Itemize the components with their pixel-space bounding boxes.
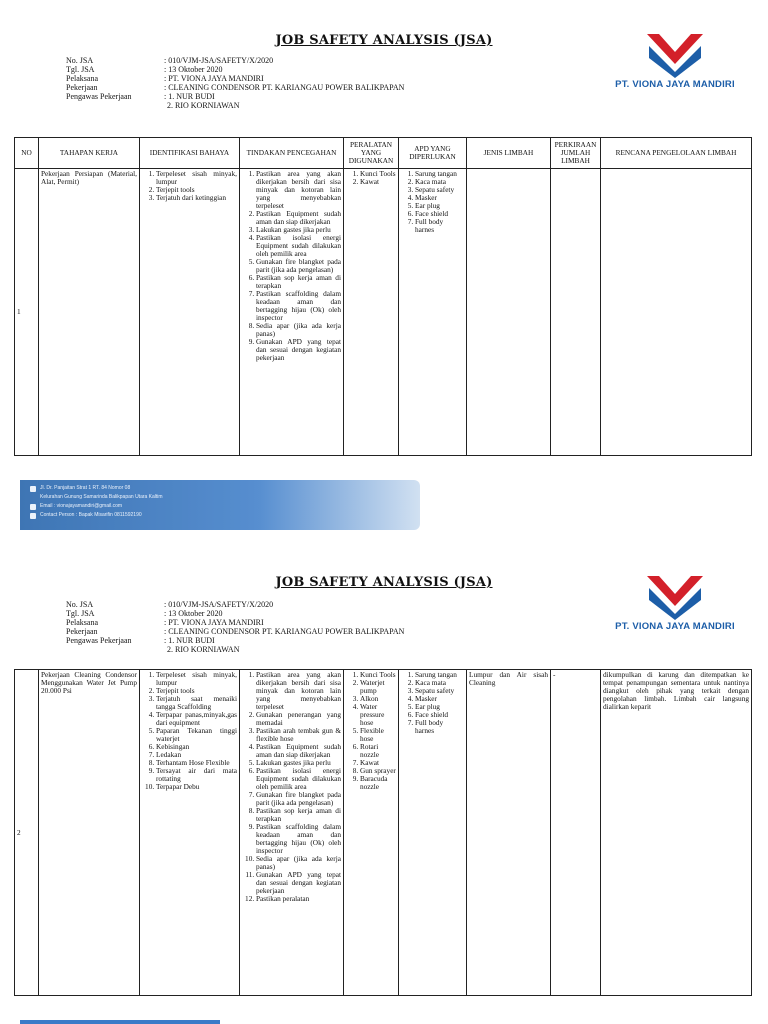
rencana-limbah-cell [601,169,752,456]
list-item: 4. Pastikan Equipment sudah aman dan siap dikerjakan [256,743,341,759]
list-item: 3. Alkon [360,695,396,703]
list-item: 5. Lakukan gastes jika perlu [256,759,341,767]
list-item: 7. Pastikan scaffolding dalam keadaan aman dan bertagging hijau (Ok) oleh inspector [256,290,341,322]
list-item: 6. Rotari nozzle [360,743,396,759]
pencegahan-cell [240,670,344,996]
jsa-meta [66,600,404,654]
list-item: 4. Pastikan isolasi energi Equipment sudah dilakukan oleh pemilik area [256,234,341,258]
list-item: 3. Terjatuh dari ketinggian [156,194,237,202]
list-item: 5. Ear plug [415,202,464,210]
list-item: 2. Gunakan penerangan yang memadai [256,711,341,727]
list-item: 6. Face shield [415,711,464,719]
list-item: 3. Lakukan gastes jika perlu [256,226,341,234]
jsa-meta [66,56,404,110]
list-item: 8. Terhantam Hose Flexible [156,759,237,767]
mail-icon [30,504,36,510]
table-header-row [15,138,752,169]
list-item: 3. Sepatu safety [415,186,464,194]
jenis-limbah-cell: Lumpur dan Air sisah Cleaning [467,670,551,996]
list-item: 6. Kebisingan [156,743,237,751]
company-logo [610,574,740,632]
jumlah-limbah-cell [551,169,601,456]
list-item: 7. Full body harnes [415,719,464,735]
list-item: 7. Kawat [360,759,396,767]
list-item: 9. Gunakan APD yang tepat dan sesuai dengan kegiatan pekerjaan [256,338,341,362]
col-header: PERKIRAAN JUMLAH LIMBAH [551,138,601,169]
list-item: 2. Terjepit tools [156,687,237,695]
list-item: 8. Sedia apar (jika ada kerja panas) [256,322,341,338]
meta-row: 2. RIO KORNIAWAN [167,645,240,654]
meta-row: Tgl. JSA : 13 Oktober 2020 [66,609,223,618]
list-item: 6. Pastikan isolasi energi Equipment sudah dilakukan oleh pemilik area [256,767,341,791]
row-number: 1 [15,169,39,456]
list-item: 2. Terjepit tools [156,186,237,194]
table-row [15,169,752,456]
row-number: 2 [15,670,39,996]
list-item: 9. Pastikan scaffolding dalam keadaan aman dan bertagging hijau (Ok) oleh inspector [256,823,341,855]
list-item: 2. Kaca mata [415,178,464,186]
meta-row: 2. RIO KORNIAWAN [167,101,240,110]
company-logo-text: PT. VIONA JAYA MANDIRI [615,621,735,632]
col-header: TAHAPAN KERJA [39,138,140,169]
list-item: 5. Ear plug [415,703,464,711]
vjm-logo-icon [645,574,705,620]
table-row [15,670,752,996]
document-page-2 [0,552,768,1024]
pencegahan-cell [240,169,344,456]
meta-row: Pengawas Pekerjaan : 1. NUR BUDI [66,92,215,101]
apd-cell [399,169,467,456]
list-item: 1. Pastikan area yang akan dikerjakan bersih dari sisa minyak dan kotoran lain yang menyebabkan terpeleset [256,170,341,210]
col-header: TINDAKAN PENCEGAHAN [240,138,344,169]
vjm-logo-icon [645,32,705,78]
letterhead-footer: Jl. Dr. Panjaitan Strat 1 RT. 84 Nomor 08 Kelurahan Gunung Samarinda Balikpapan Utara Kaltim Email : vionajayamandiri@gmail.com Contact Person : Bapak Misarifin 0811592190 [20,480,420,530]
col-header: NO [15,138,39,169]
jumlah-limbah-cell: - [551,670,601,996]
company-logo [610,32,740,90]
list-item: 10. Sedia apar (jika ada kerja panas) [256,855,341,871]
col-header: RENCANA PENGELOLAAN LIMBAH [601,138,752,169]
list-item: 5. Paparan Tekanan tinggi waterjet [156,727,237,743]
list-item: 2. Kaca mata [415,679,464,687]
location-icon [30,486,36,492]
list-item: 1. Pastikan area yang akan dikerjakan bersih dari sisa minyak dan kotoran lain yang menyebabkan terpeleset [256,671,341,711]
meta-row: No. JSA : 010/VJM-JSA/SAFETY/X/2020 [66,56,274,65]
bahaya-cell [140,169,240,456]
list-item: 3. Pastikan arah tembak gun & flexible hose [256,727,341,743]
peralatan-cell [344,169,399,456]
document-title: JOB SAFETY ANALYSIS (JSA) [275,33,493,48]
meta-row: Pengawas Pekerjaan : 1. NUR BUDI [66,636,215,645]
list-item: 1. Terpeleset sisah minyak, lumpur [156,170,237,186]
meta-row: No. JSA : 010/VJM-JSA/SAFETY/X/2020 [66,600,274,609]
list-item: 11. Gunakan APD yang tepat dan sesuai dengan kegiatan pekerjaan [256,871,341,895]
list-item: 1. Terpeleset sisah minyak, lumpur [156,671,237,687]
jsa-table [14,669,752,996]
document-title: JOB SAFETY ANALYSIS (JSA) [275,575,493,590]
list-item: 6. Pastikan sop kerja aman di terapkan [256,274,341,290]
col-header: JENIS LIMBAH [467,138,551,169]
list-item: 1. Kunci Tools [360,671,396,679]
rencana-limbah-cell: dikumpulkan di karung dan ditempatkan ke tempat penampungan sementara untuk nantinya diangkut oleh pihak yang terkait dengan pengolahan limbah. Limbah cair langsung dialirkan keparit [601,670,752,996]
list-item: 2. Pastikan Equipment sudah aman dan siap dikerjakan [256,210,341,226]
apd-cell [399,670,467,996]
meta-row: Pelaksana : PT. VIONA JAYA MANDIRI [66,74,264,83]
list-item: 1. Sarung tangan [415,671,464,679]
list-item: 4. Masker [415,194,464,202]
col-header: IDENTIFIKASI BAHAYA [140,138,240,169]
list-item: 9. Baracuda nozzle [360,775,396,791]
list-item: 10. Terpapar Debu [156,783,237,791]
list-item: 3. Sepatu safety [415,687,464,695]
list-item: 12. Pastikan peralatan [256,895,341,903]
list-item: 1. Sarung tangan [415,170,464,178]
list-item: 7. Gunakan fire blangket pada parit (jika ada pengelasan) [256,791,341,807]
list-item: 8. Pastikan sop kerja aman di terapkan [256,807,341,823]
peralatan-cell [344,670,399,996]
list-item: 1. Kunci Tools [360,170,396,178]
list-item: 5. Gunakan fire blangket pada parit (jika ada pengelasan) [256,258,341,274]
tahapan-cell: Pekerjaan Persiapan (Material, Alat, Permit) [39,169,140,456]
col-header: APD YANG DIPERLUKAN [399,138,467,169]
list-item: 6. Face shield [415,210,464,218]
list-item: 4. Terpapar panas,minyak,gas dari equipment [156,711,237,727]
list-item: 8. Gun sprayer [360,767,396,775]
phone-icon [30,513,36,519]
letterhead-footer-partial [20,1020,220,1024]
tahapan-cell: Pekerjaan Cleaning Condensor Menggunakan Water Jet Pump 20.000 Psi [39,670,140,996]
col-header: PERALATAN YANG DIGUNAKAN [344,138,399,169]
meta-row: Pekerjaan : CLEANING CONDENSOR PT. KARIANGAU POWER BALIKPAPAN [66,627,405,636]
bahaya-cell [140,670,240,996]
list-item: 9. Tersayat air dari mata rottating [156,767,237,783]
meta-row: Pekerjaan : CLEANING CONDENSOR PT. KARIANGAU POWER BALIKPAPAN [66,83,405,92]
meta-row: Pelaksana : PT. VIONA JAYA MANDIRI [66,618,264,627]
list-item: 3. Terjatuh saat menaiki tangga Scaffolding [156,695,237,711]
list-item: 7. Ledakan [156,751,237,759]
company-logo-text: PT. VIONA JAYA MANDIRI [615,79,735,90]
list-item: 5. Flexible hose [360,727,396,743]
meta-row: Tgl. JSA : 13 Oktober 2020 [66,65,223,74]
jenis-limbah-cell [467,169,551,456]
list-item: 4. Water pressure hose [360,703,396,727]
jsa-table [14,137,752,456]
page-separator [0,535,768,552]
list-item: 2. Kawat [360,178,396,186]
list-item: 2. Waterjet pump [360,679,396,695]
list-item: 4. Masker [415,695,464,703]
list-item: 7. Full body harnes [415,218,464,234]
